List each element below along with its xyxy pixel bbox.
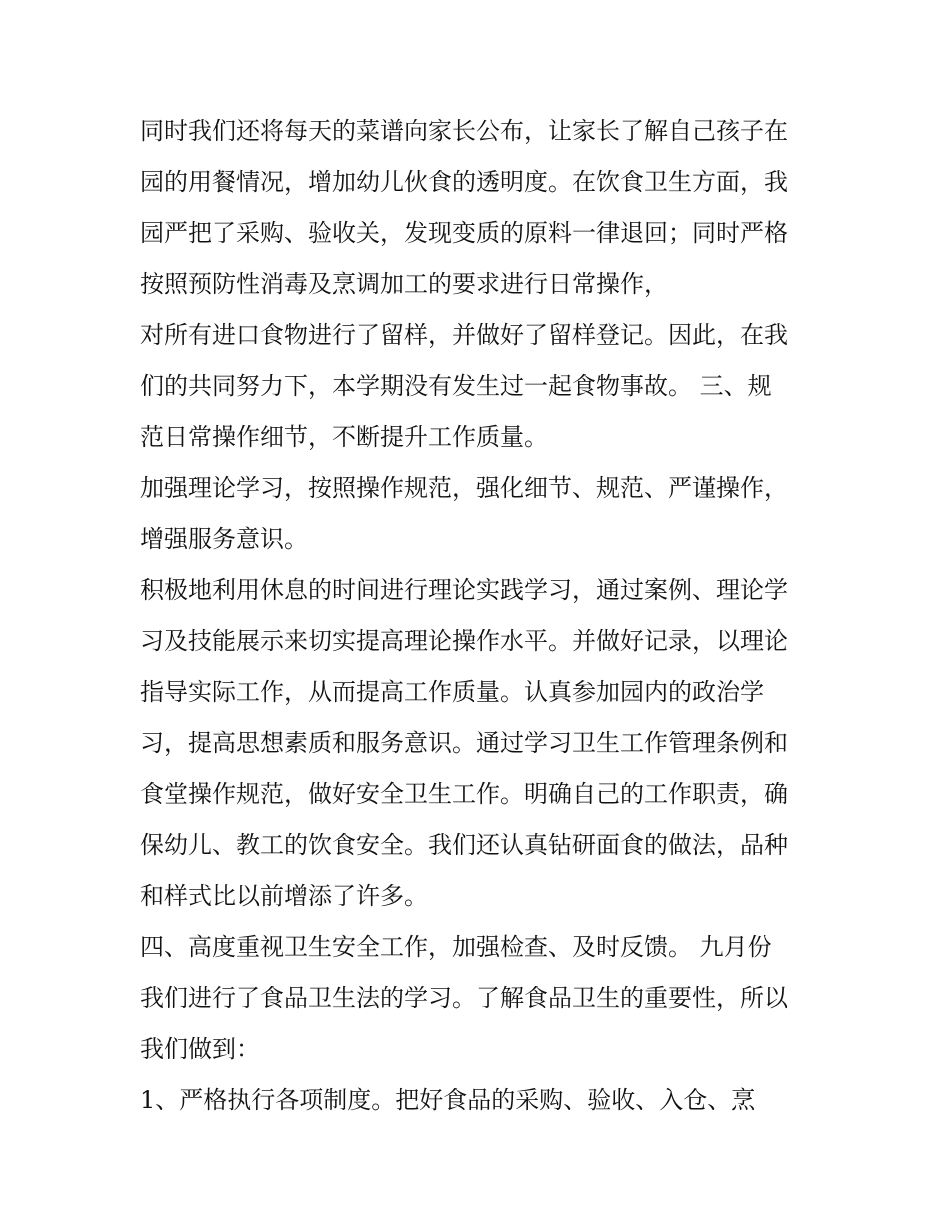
text-line: 加强理论学习，按照操作规范，强化细节、规范、严谨操作， [140, 474, 788, 502]
text-line: 习及技能展示来切实提高理论操作水平。并做好记录，以理论 [140, 627, 788, 655]
text-line: 四、高度重视卫生安全工作，加强检查、及时反馈。 九月份 [140, 933, 772, 961]
text-line: 对所有进口食物进行了留样，并做好了留样登记。因此，在我 [140, 321, 788, 349]
text-line: 同时我们还将每天的菜谱向家长公布，让家长了解自己孩子在 [140, 117, 788, 145]
text-line: 园的用餐情况，增加幼儿伙食的透明度。在饮食卫生方面，我 [140, 168, 788, 196]
text-line: 我们做到： [140, 1035, 260, 1063]
text-line: 范日常操作细节，不断提升工作质量。 [140, 423, 548, 451]
text-line: 指导实际工作，从而提高工作质量。认真参加园内的政治学 [140, 678, 764, 706]
text-line: 1、严格执行各项制度。把好食品的采购、验收、入仓、烹 [140, 1086, 756, 1114]
text-line: 我们进行了食品卫生法的学习。了解食品卫生的重要性，所以 [140, 984, 788, 1012]
text-line: 按照预防性消毒及烹调加工的要求进行日常操作， [140, 270, 668, 298]
text-line: 和样式比以前增添了许多。 [140, 882, 428, 910]
text-line: 增强服务意识。 [140, 525, 308, 553]
text-line: 食堂操作规范，做好安全卫生工作。明确自己的工作职责，确 [140, 780, 788, 808]
text-line: 积极地利用休息的时间进行理论实践学习，通过案例、理论学 [140, 576, 788, 604]
text-line: 园严把了采购、验收关，发现变质的原料一律退回；同时严格 [140, 219, 788, 247]
text-line: 习，提高思想素质和服务意识。通过学习卫生工作管理条例和 [140, 729, 788, 757]
document-body [140, 106, 820, 1126]
text-line: 们的共同努力下，本学期没有发生过一起食物事故。 三、规 [140, 372, 772, 400]
text-line: 保幼儿、教工的饮食安全。我们还认真钻研面食的做法，品种 [140, 831, 788, 859]
